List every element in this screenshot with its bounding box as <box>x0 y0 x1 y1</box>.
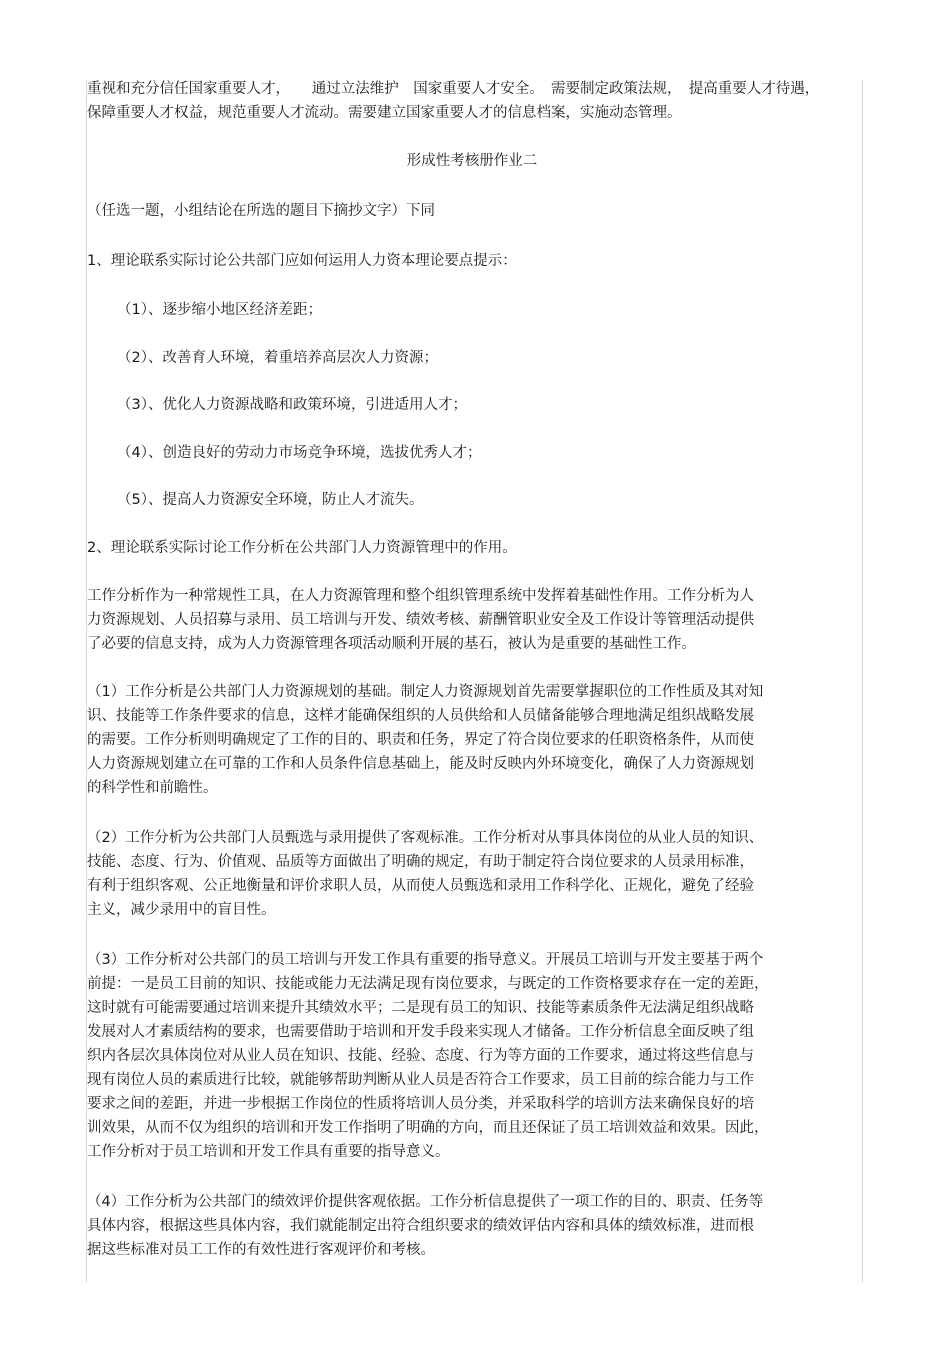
answer-line: 识、技能等工作条件要求的信息，这样才能确保组织的人员供给和人员储备能够合理地满足组织战略发展 <box>87 707 754 724</box>
answer-line: 的需要。工作分析则明确规定了工作的目的、职责和任务，界定了符合岗位要求的任职资格条件，从而使 <box>87 731 754 748</box>
answer-paragraph-4 <box>87 1190 857 1262</box>
instruction-note: （任选一题，小组结论在所选的题目下摘抄文字）下同 <box>87 203 435 219</box>
document-page <box>87 77 857 1288</box>
answer-line: 技能、态度、行为、价值观、品质等方面做出了明确的规定，有助于制定符合岗位要求的人员录用标准， <box>87 853 754 870</box>
question-1-item: （3）、优化人力资源战略和政策环境，引进适用人才； <box>117 397 467 413</box>
answer-paragraph-1 <box>87 680 857 800</box>
answer-line: （4）工作分析为公共部门的绩效评价提供客观依据。工作分析信息提供了一项工作的目的、职责、任务等 <box>87 1193 764 1210</box>
answer-line: 训效果，从而不仅为组织的培训和开发工作指明了明确的方向，而且还保证了员工培训效益和效果。因此， <box>87 1119 769 1136</box>
question-2: 2、理论联系实际讨论工作分析在公共部门人力资源管理中的作用。 <box>87 539 517 556</box>
answer-line: 工作分析对于员工培训和开发工作具有重要的指导意义。 <box>87 1143 450 1160</box>
intro-line: 保障重要人才权益，规范重要人才流动。需要建立国家重要人才的信息档案，实施动态管理。 <box>87 105 682 121</box>
answer-line: 据这些标准对员工工作的有效性进行客观评价和考核。 <box>87 1241 435 1258</box>
answer-line: 发展对人才素质结构的要求，也需要借助于培训和开发手段来实现人才储备。工作分析信息全面反映了组 <box>87 1023 754 1040</box>
right-margin-rule <box>862 80 863 1283</box>
page-title: 形成性考核册作业二 <box>406 153 538 169</box>
answer-line: 力资源规划、人员招募与录用、员工培训与开发、绩效考核、薪酬管职业安全及工作设计等管理活动提供 <box>87 611 754 628</box>
answer-line: 工作分析作为一种常规性工具，在人力资源管理和整个组织管理系统中发挥着基础性作用。工作分析为人 <box>87 587 754 604</box>
answer-paragraph-2 <box>87 826 857 922</box>
question-1-item: （4）、创造良好的劳动力市场竞争环境，选拔优秀人才； <box>117 444 482 461</box>
question-1-item: （1）、逐步缩小地区经济差距； <box>117 302 322 318</box>
answer-line: 的科学性和前瞻性。 <box>87 779 218 796</box>
answer-line: 前提：一是员工目前的知识、技能或能力无法满足现有岗位要求，与既定的工作资格要求存在一定的差距， <box>87 975 769 992</box>
answer-line: 这时就有可能需要通过培训来提升其绩效水平；二是现有员工的知识、技能等素质条件无法满足组织战略 <box>87 999 754 1016</box>
answer-line: 织内各层次具体岗位对从业人员在知识、技能、经验、态度、行为等方面的工作要求，通过将这些信息与 <box>87 1047 754 1064</box>
answer-line: （3）工作分析对公共部门的员工培训与开发工作具有重要的指导意义。开展员工培训与开发主要基于两个 <box>87 951 764 968</box>
answer-line: 了必要的信息支持，成为人力资源管理各项活动顺利开展的基石，被认为是重要的基础性工作。 <box>87 635 696 652</box>
intro-line: 重视和充分信任国家重要人才， 通过立法维护 国家重要人才安全。 需要制定政策法规， 提高重要人才待遇， <box>87 81 820 97</box>
answer-line: 要求之间的差距，并进一步根据工作岗位的性质将培训人员分类，并采取科学的培训方法来确保良好的培 <box>87 1095 754 1112</box>
answer-line: 人力资源规划建立在可靠的工作和人员条件信息基础上，能及时反映内外环境变化，确保了人力资源规划 <box>87 755 754 772</box>
intro-paragraph <box>87 77 857 125</box>
answer-line: （1）工作分析是公共部门人力资源规划的基础。制定人力资源规划首先需要掌握职位的工作性质及其对知 <box>87 683 764 700</box>
question-1-item: （5）、提高人力资源安全环境，防止人才流失。 <box>117 492 424 508</box>
answer-paragraph-overview <box>87 584 857 656</box>
answer-line: 现有岗位人员的素质进行比较，就能够帮助判断从业人员是否符合工作要求，员工目前的综合能力与工作 <box>87 1071 754 1088</box>
question-1-item: （2）、改善育人环境，着重培养高层次人力资源； <box>117 349 438 366</box>
question-1: 1、理论联系实际讨论公共部门应如何运用人力资本理论要点提示： <box>87 253 517 269</box>
answer-paragraph-3 <box>87 948 857 1164</box>
answer-line: 有利于组织客观、公正地衡量和评价求职人员，从而使人员甄选和录用工作科学化、正规化，避免了经验 <box>87 877 754 894</box>
answer-line: （2）工作分析为公共部门人员甄选与录用提供了客观标准。工作分析对从事具体岗位的从业人员的知识、 <box>87 829 764 846</box>
answer-line: 主义，减少录用中的盲目性。 <box>87 901 276 918</box>
answer-line: 具体内容，根据这些具体内容，我们就能制定出符合组织要求的绩效评估内容和具体的绩效标准，进而根 <box>87 1217 754 1234</box>
